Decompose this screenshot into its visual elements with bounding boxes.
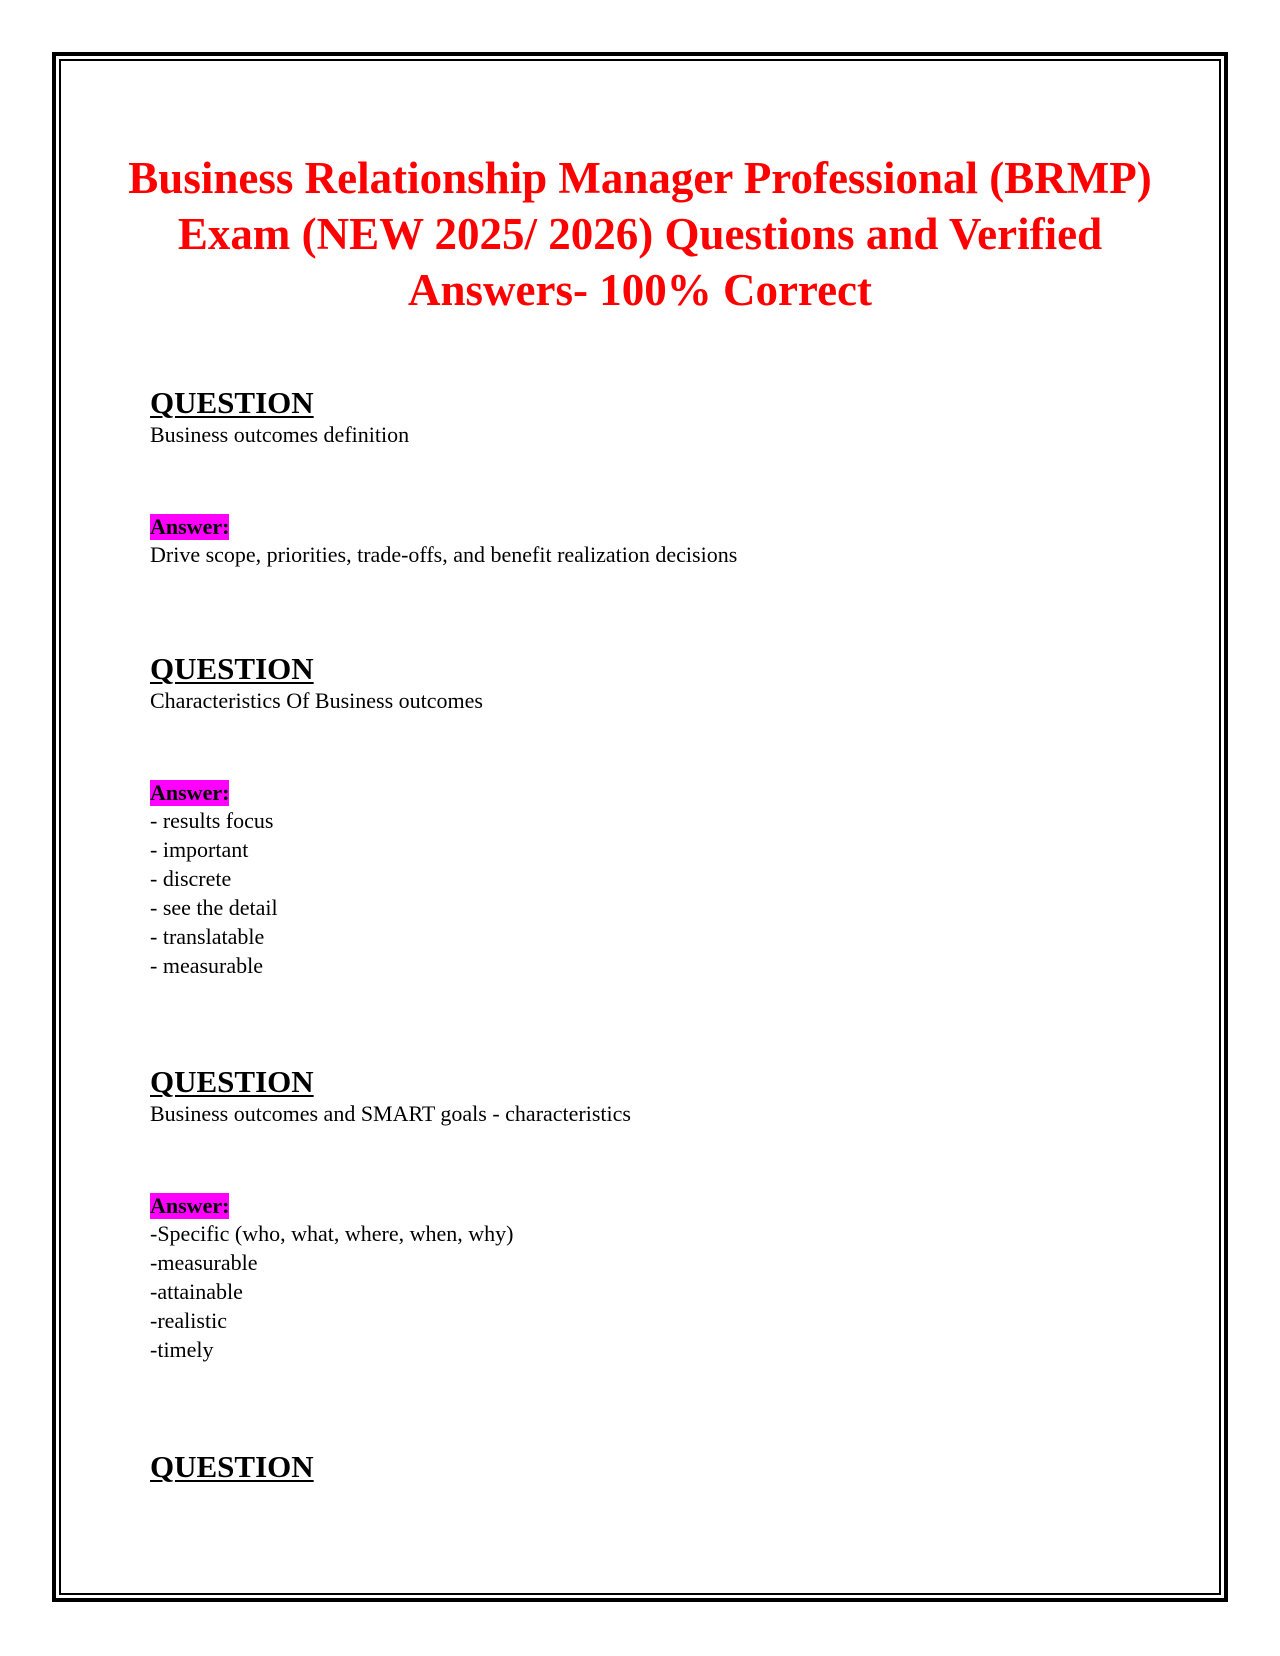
answer-line: -Specific (who, what, where, when, why) bbox=[150, 1221, 514, 1246]
answer-block-3 bbox=[150, 1193, 1150, 1364]
question-label: QUESTION bbox=[150, 1064, 314, 1099]
question-heading-1 bbox=[150, 386, 1150, 449]
question-heading-2 bbox=[150, 652, 1150, 715]
answer-line: -timely bbox=[150, 1337, 214, 1362]
answer-line: - discrete bbox=[150, 866, 232, 891]
answer-line: - measurable bbox=[150, 953, 263, 978]
question-heading-3 bbox=[150, 1065, 1150, 1128]
question-label: QUESTION bbox=[150, 1449, 314, 1484]
question-heading-4 bbox=[150, 1450, 1150, 1484]
answer-line: -realistic bbox=[150, 1308, 227, 1333]
answer-line: Drive scope, priorities, trade-offs, and benefit realization decisions bbox=[150, 542, 738, 567]
answer-block-2 bbox=[150, 780, 1150, 980]
answer-label: Answer: bbox=[150, 514, 230, 539]
answer-block-1 bbox=[150, 514, 1150, 569]
question-text: Business outcomes and SMART goals - characteristics bbox=[150, 1101, 631, 1126]
answer-line: -measurable bbox=[150, 1250, 258, 1275]
answer-line: - translatable bbox=[150, 924, 265, 949]
answer-line: - results focus bbox=[150, 808, 274, 833]
answer-line: -attainable bbox=[150, 1279, 243, 1304]
question-label: QUESTION bbox=[150, 385, 314, 420]
question-text: Business outcomes definition bbox=[150, 422, 410, 447]
answer-label: Answer: bbox=[150, 780, 230, 805]
question-label: QUESTION bbox=[150, 651, 314, 686]
question-text: Characteristics Of Business outcomes bbox=[150, 688, 483, 713]
answer-line: - see the detail bbox=[150, 895, 278, 920]
answer-line: - important bbox=[150, 837, 249, 862]
answer-label: Answer: bbox=[150, 1193, 230, 1218]
document-title: Business Relationship Manager Professional (BRMP) Exam (NEW 2025/ 2026) Questions and Verified Answers- 100% Correct bbox=[128, 153, 1152, 315]
